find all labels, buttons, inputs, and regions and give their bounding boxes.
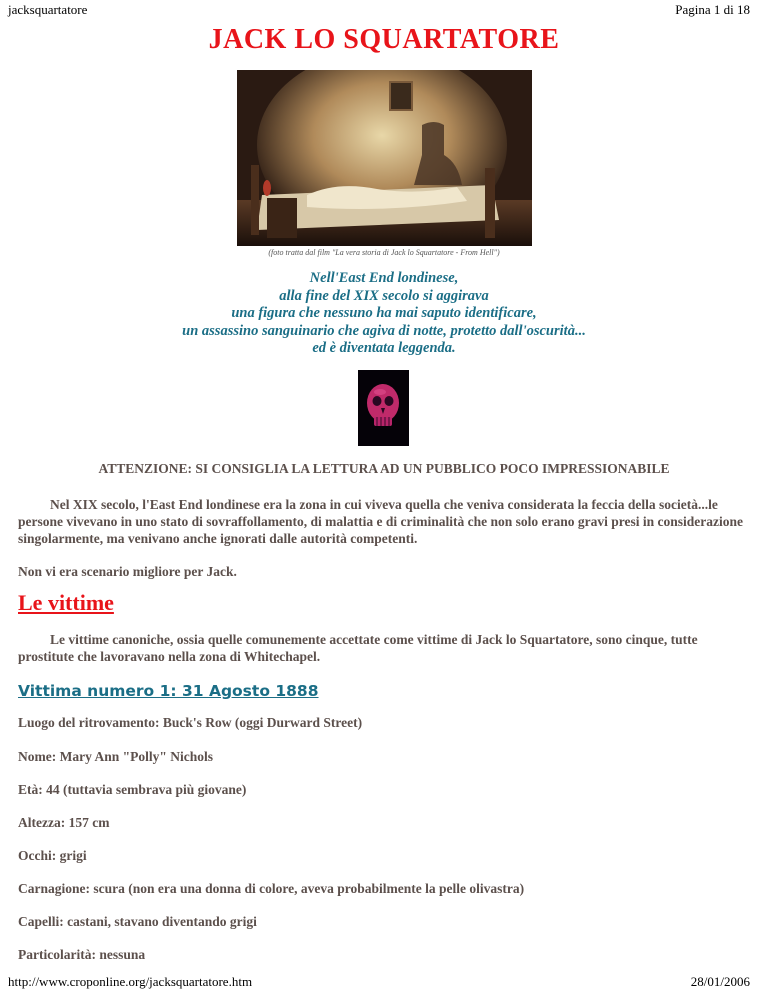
print-footer	[8, 974, 750, 992]
victim-fact-complexion: Carnagione: scura (non era una donna di colore, aveva probabilmente la pelle olivastra)	[18, 881, 525, 896]
paragraph-east-end: Nel XIX secolo, l'East End londinese era la zona in cui viveva quella che veniva considerata la feccia della società...le persone vivevano in uno stato di sovraffollamento, di malattia e di criminalità che non solo erano gravi presi in considerazione singolarmente, ma venivano anche ignorati dalle autorità competenti.	[18, 497, 743, 546]
film-still-graphic	[237, 70, 532, 246]
paragraph-canonical-victims: Le vittime canoniche, ossia quelle comunemente accettate come vittime di Jack lo Squartatore, sono cinque, tutte prostitute che lavoravano nella zona di Whitechapel.	[18, 632, 698, 664]
intro-verse	[0, 270, 768, 358]
skull-image	[358, 370, 409, 446]
intro-line: un assassino sanguinario che agiva di notte, protetto dall'oscurità...	[182, 322, 586, 339]
victim-fact-peculiarities: Particolarità: nessuna	[18, 947, 146, 962]
victim-fact-eyes: Occhi: grigi	[18, 848, 87, 863]
intro-line: ed è diventata leggenda.	[312, 340, 456, 356]
intro-line: Nell'East End londinese,	[309, 270, 459, 286]
film-still-image	[237, 70, 532, 246]
print-header-page: Pagina 1 di 18	[675, 2, 750, 17]
victim-fact-height: Altezza: 157 cm	[18, 815, 110, 830]
print-header-site: jacksquartatore	[8, 2, 88, 17]
skull-graphic	[358, 370, 409, 446]
print-header	[8, 2, 750, 20]
warning-notice: ATTENZIONE: SI CONSIGLIA LA LETTURA AD UN PUBBLICO POCO IMPRESSIONABILE	[98, 461, 670, 476]
victim-fact-age: Età: 44 (tuttavia sembrava più giovane)	[18, 782, 247, 797]
print-footer-date: 28/01/2006	[690, 974, 750, 989]
paragraph-scenario: Non vi era scenario migliore per Jack.	[18, 564, 237, 579]
page-title: JACK LO SQUARTATORE	[208, 24, 560, 55]
victim-fact-name: Nome: Mary Ann "Polly" Nichols	[18, 749, 213, 764]
print-footer-url: http://www.croponline.org/jacksquartatore.htm	[8, 974, 253, 989]
section-heading-vittime[interactable]: Le vittime	[18, 590, 114, 615]
victim-fact-location: Luogo del ritrovamento: Buck's Row (oggi Durward Street)	[18, 715, 363, 730]
victim-1-heading[interactable]: Vittima numero 1: 31 Agosto 1888	[18, 682, 319, 700]
victim-fact-hair: Capelli: castani, stavano diventando grigi	[18, 914, 257, 929]
intro-line: una figura che nessuno ha mai saputo identificare,	[231, 305, 537, 321]
photo-caption: (foto tratta dal film "La vera storia di Jack lo Squartatore - From Hell")	[268, 248, 500, 257]
intro-line: alla fine del XIX secolo si aggirava	[279, 287, 489, 304]
